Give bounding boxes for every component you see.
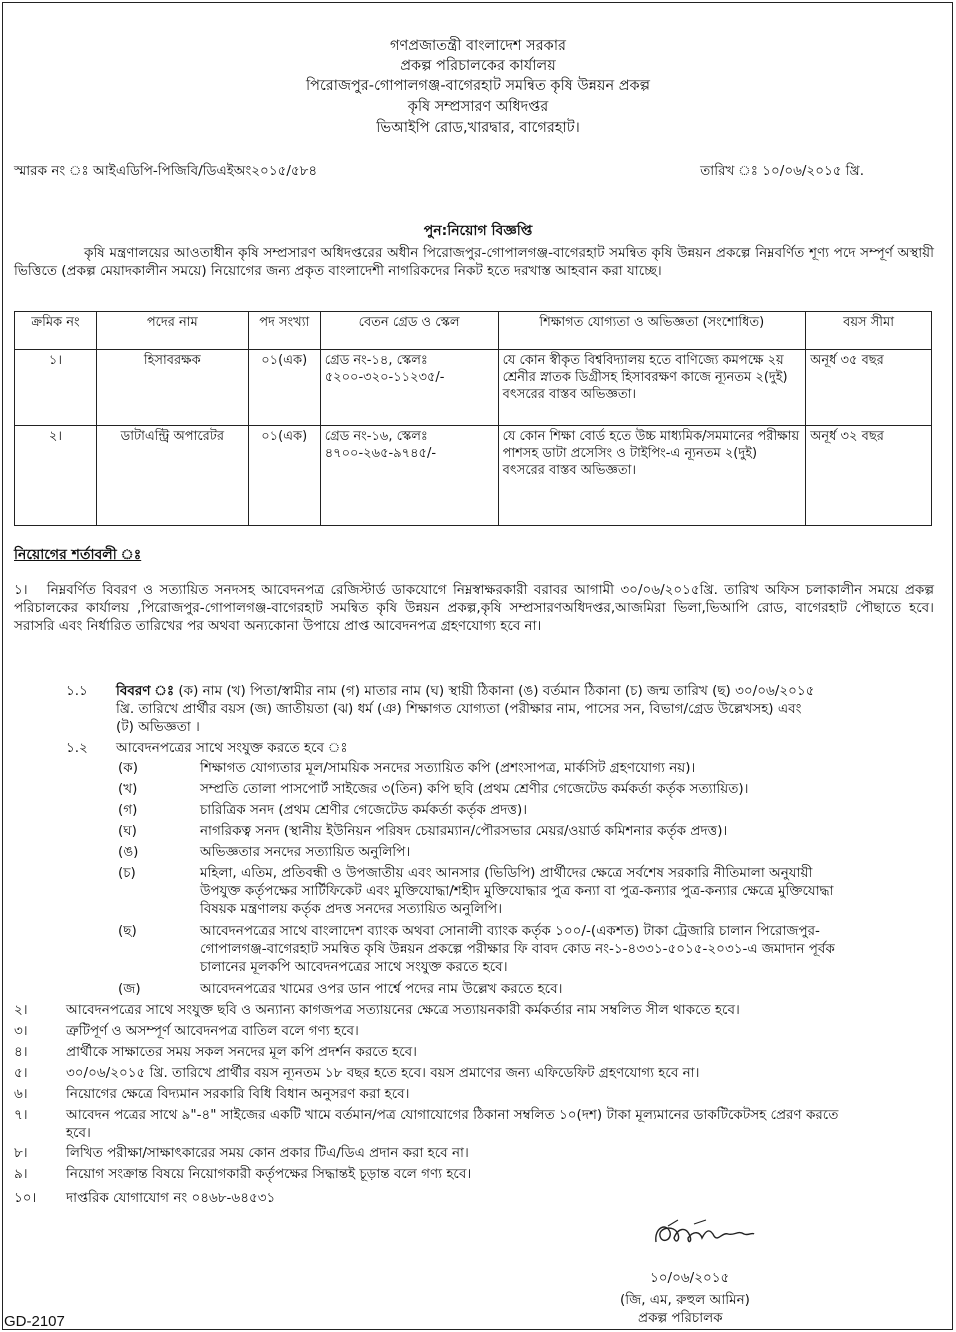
notice-title: পুন:নিয়োগ বিজ্ঞপ্তি — [423, 223, 533, 239]
condition-number: ২। — [14, 1002, 28, 1018]
signatory-name: (জি, এম, রুহুল আমিন) — [620, 1292, 750, 1308]
condition-text: লিখিত পরীক্ষা/সাক্ষাৎকারের সময় কোন প্রকার টিএ/ডিএ প্রদান করা হবে না। — [66, 1145, 469, 1161]
list-item: সম্প্রতি তোলা পাসপোর্ট সাইজের ৩(তিন) কপি ছবি (প্রথম শ্রেণীর গেজেটেড কর্মকর্তা কর্তৃক সত্যায়িত)। — [200, 781, 749, 797]
posts-table — [14, 311, 932, 526]
condition-text: ত্রুটিপূর্ণ ও অসম্পূর্ণ আবেদনপত্র বাতিল বলে গণ্য হবে। — [66, 1023, 359, 1039]
col-header-sl: ক্রমিক নং — [15, 312, 97, 350]
list-item: আবেদনপত্রের সাথে বাংলাদেশ ব্যাংক অথবা সোনালী ব্যাংক কর্তৃক ১০০/-(একশত) টাকা ট্রেজারি চালান পিরোজপুর-গোপালগঞ্জ-বাগেরহাট সমন্বিত কৃষি উন্নয়ন প্রকল্পে পরীক্ষার ফি বাবদ কোড নং-১-৪৩৩১-৫০১৫-২০৩১-এ জমাদান পূর্বক চালানের মূলকপি আবেদনপত্রের সাথে সংযুক্ত করতে হবে। — [200, 923, 835, 975]
list-item-key: (ঘ) — [118, 823, 137, 839]
header-project: পিরোজপুর-গোপালগঞ্জ-বাগেরহাট সমন্বিত কৃষি উন্নয়ন প্রকল্প — [305, 78, 651, 94]
list-item-key: (জ) — [118, 981, 141, 997]
issue-date: তারিখ ঃ ১০/০৬/২০১৫ খ্রি. — [700, 163, 864, 179]
cell-qualification: যে কোন স্বীকৃত বিশ্ববিদ্যালয় হতে বাণিজ্যে কমপক্ষে ২য় শ্রেনীর স্নাতক ডিগ্রীসহ হিসাবরক্ষণ কাজে ন্যূনতম ২(দুই) বৎসরের বাস্তব অভিজ্ঞতা। — [498, 350, 806, 426]
sub-1-1-text: (ক) নাম (খ) পিতা/স্বামীর নাম (গ) মাতার নাম (ঘ) স্থায়ী ঠিকানা (ঙ) বর্তমান ঠিকানা (চ) জন্ম তারিখ (ছ) ৩০/০৬/২০১৫ খ্রি. তারিখে প্রার্থীর বয়স (জ) জাতীয়তা (ঝ) ধর্ম (ঞ) শিক্ষাগত যোগ্যতা (পরীক্ষার নাম, পাসের সন, বিভাগ/গ্রেড উল্লেখসহ) এবং (ট) অভিজ্ঞতা । — [116, 683, 815, 735]
condition-text: আবেদনপত্রের সাথে সংযুক্ত ছবি ও অন্যান্য কাগজপত্র সত্যায়নের ক্ষেত্রে সত্যায়নকারী কর্মকর্তার নাম সম্বলিত সীল থাকতে হবে। — [66, 1002, 740, 1018]
col-header-age: বয়স সীমা — [806, 312, 932, 350]
intro-text: কৃষি মন্ত্রণালয়ের আওতাধীন কৃষি সম্প্রসারণ অধিদপ্তরের অধীন পিরোজপুর-গোপালগঞ্জ-বাগেরহাট সমন্বিত কৃষি উন্নয়ন প্রকল্পে নিম্নবর্ণিত শূণ্য পদে সম্পূর্ণ অস্থায়ী ভিত্তিতে (প্রকল্প মেয়াদকালীন সময়ে) নিয়োগের জন্য প্রকৃত বাংলাদেশী নাগরিকদের নিকট হতে দরখাস্ত আহবান করা যাচ্ছে। — [14, 245, 934, 279]
cell-count: ০১(এক) — [248, 426, 320, 526]
condition-number: ৬। — [14, 1086, 28, 1102]
sub-1-2-number: ১.২ — [66, 740, 88, 756]
header-department: কৃষি সম্প্রসারণ অধিদপ্তর — [407, 99, 549, 115]
signature-date: ১০/০৬/২০১৫ — [650, 1270, 730, 1286]
cell-grade: গ্রেড নং-১৬, স্কেলঃ ৪৭০০-২৬৫-৯৭৪৫/- — [320, 426, 498, 526]
condition-text: আবেদন পত্রের সাথে ৯"-৪" সাইজের একটি খামে বর্তমান/পত্র যোগাযোগের ঠিকানা সম্বলিত ১০(দশ) টাকা মূল্যমানের ডাকটিকেটসহ প্রেরণ করতে হবে। — [66, 1107, 839, 1141]
list-item-key: (চ) — [118, 865, 136, 881]
cell-post: হিসাবরক্ষক — [96, 350, 248, 426]
condition-number: ১০। — [14, 1190, 37, 1206]
condition-1 — [14, 582, 934, 635]
sub-1-1 — [116, 683, 816, 736]
table-header-row — [15, 312, 932, 350]
sub-1-2-text: আবেদনপত্রের সাথে সংযুক্ত করতে হবে ঃ — [116, 740, 348, 756]
list-item: শিক্ষাগত যোগ্যতার মূল/সাময়িক সনদের সত্যায়িত কপি (প্রশংসাপত্র, মার্কসিট গ্রহণযোগ্য নয়)। — [200, 760, 696, 776]
intro-paragraph — [14, 245, 934, 281]
condition-text: ৩০/০৬/২০১৫ খ্রি. তারিখে প্রার্থীর বয়স ন্যূনতম ১৮ বছর হতে হবে। বয়স প্রমাণের জন্য এফিডেফিট গ্রহণযোগ্য হবে না। — [66, 1065, 700, 1081]
condition-text: নিয়োগের ক্ষেত্রে বিদ্যমান সরকারি বিধি বিধান অনুসরণ করা হবে। — [66, 1086, 410, 1102]
sub-1-1-label: বিবরণ ঃ — [116, 683, 175, 699]
signatory-designation: প্রকল্প পরিচালক — [638, 1310, 723, 1326]
col-header-qualification: শিক্ষাগত যোগ্যতা ও অভিজ্ঞতা (সংশোধিত) — [498, 312, 806, 350]
table-row — [15, 426, 932, 526]
signature-scribble — [648, 1214, 758, 1254]
list-item-key: (ক) — [118, 760, 138, 776]
col-header-grade: বেতন গ্রেড ও স্কেল — [320, 312, 498, 350]
col-header-count: পদ সংখ্যা — [248, 312, 320, 350]
signature-mark — [648, 1214, 758, 1254]
list-item: আবেদনপত্রের খামের ওপর ডান পার্শ্বে পদের নাম উল্লেখ করতে হবে। — [200, 981, 563, 997]
condition-number: ৮। — [14, 1145, 28, 1161]
condition-text: নিয়োগ সংক্রান্ত বিষয়ে নিয়োগকারী কর্তৃপক্ষের সিদ্ধান্তই চূড়ান্ত বলে গণ্য হবে। — [66, 1166, 472, 1182]
cell-age: অনূর্ধ ৩২ বছর — [806, 426, 932, 526]
cell-qualification: যে কোন শিক্ষা বোর্ড হতে উচ্চ মাধ্যমিক/সমমানের পরীক্ষায় পাশসহ ডাটা প্রসেসিং ও টাইপিং-এ ন্যূনতম ২(দুই) বৎসরের বাস্তব অভিজ্ঞতা। — [498, 426, 806, 526]
footer-code: GD-2107 — [4, 1313, 65, 1330]
header-office: প্রকল্প পরিচালকের কার্যালয় — [400, 58, 556, 74]
cell-post: ডাটাএন্ট্রি অপারেটর — [96, 426, 248, 526]
memo-number: স্মারক নং ঃ আইএডিপি-পিজিবি/ডিএইঅং২০১৫/৫৮৪ — [14, 163, 318, 179]
cell-grade: গ্রেড নং-১৪, স্কেলঃ ৫২০০-৩২০-১১২৩৫/- — [320, 350, 498, 426]
header-government: গণপ্রজাতন্ত্রী বাংলাদেশ সরকার — [389, 38, 566, 54]
cell-age: অনূর্ধ ৩৫ বছর — [806, 350, 932, 426]
list-item: চারিত্রিক সনদ (প্রথম শ্রেণীর গেজেটেড কর্মকর্তা কর্তৃক প্রদত্ত)। — [200, 802, 528, 818]
header-address: ভিআইপি রোড,খারদ্বার, বাগেরহাট। — [376, 120, 580, 136]
col-header-post: পদের নাম — [96, 312, 248, 350]
list-item: মহিলা, এতিম, প্রতিবন্ধী ও উপজাতীয় এবং আনসার (ভিডিপি) প্রার্থীদের ক্ষেত্রে সর্বশেষ সরকারি নীতিমালা অনুযায়ী উপযুক্ত কর্তৃপক্ষের সার্টিফিকেট এবং মুক্তিযোদ্ধা/শহীদ মুক্তিযোদ্ধার পুত্র কন্যা বা পুত্র-কন্যার পুত্র-কন্যার ক্ষেত্রে মুক্তিযোদ্ধা বিষয়ক মন্ত্রণালয় কর্তৃক প্রদত্ত সনদের সত্যায়িত অনুলিপি। — [200, 865, 834, 917]
condition-number: ৫। — [14, 1065, 28, 1081]
condition-number: ৪। — [14, 1044, 28, 1060]
list-item: নাগরিকত্ব সনদ (স্থানীয় ইউনিয়ন পরিষদ চেয়ারম্যান/পৌরসভার মেয়র/ওয়ার্ড কমিশনার কর্তৃক প্রদত্ত)। — [200, 823, 728, 839]
list-item-key: (খ) — [118, 781, 138, 797]
condition-number: ৯। — [14, 1166, 28, 1182]
condition-number: ৭। — [14, 1107, 28, 1123]
cell-sl: ১। — [15, 350, 97, 426]
table-row — [15, 350, 932, 426]
conditions-title: নিয়োগের শর্তাবলী ঃ — [14, 547, 142, 563]
cell-sl: ২। — [15, 426, 97, 526]
condition-1-text: নিম্নবর্ণিত বিবরণ ও সত্যায়িত সনদসহ আবেদনপত্র রেজিস্টার্ড ডাকযোগে নিম্নস্বাক্ষরকারী বরাবর আগামী ৩০/০৬/২০১৫খ্রি. তারিখ অফিস চলাকালীন সময়ে প্রকল্প পরিচালকের কার্যালয় ,পিরোজপুর-গোপালগঞ্জ-বাগেরহাট সমন্বিত কৃষি উন্নয়ন প্রকল্প,কৃষি সম্প্রসারণঅধিদপ্তর,আজমিরা ভিলা,ভিআপি রোড, বাগেরহাট পৌছাতে হবে। সরাসরি এবং নির্ধারিত তারিখের পর অথবা অন্যকোনা উপায়ে প্রাপ্ত আবেদনপত্র গ্রহণযোগ্য হবে না। — [14, 582, 935, 634]
condition-1-number: ১। — [14, 582, 28, 598]
cell-count: ০১(এক) — [248, 350, 320, 426]
list-item-key: (গ) — [118, 802, 138, 818]
list-item-key: (ছ) — [118, 923, 137, 939]
condition-text: প্রার্থীকে সাক্ষাতের সময় সকল সনদের মূল কপি প্রদর্শন করতে হবে। — [66, 1044, 417, 1060]
condition-text: দাপ্তরিক যোগাযোগ নং ০৪৬৮-৬৪৫৩১ — [66, 1190, 276, 1206]
sub-1-1-number: ১.১ — [66, 683, 88, 699]
list-item: অভিজ্ঞতার সনদের সত্যায়িত অনুলিপি। — [200, 844, 411, 860]
list-item-key: (ঙ) — [118, 844, 139, 860]
condition-number: ৩। — [14, 1023, 28, 1039]
